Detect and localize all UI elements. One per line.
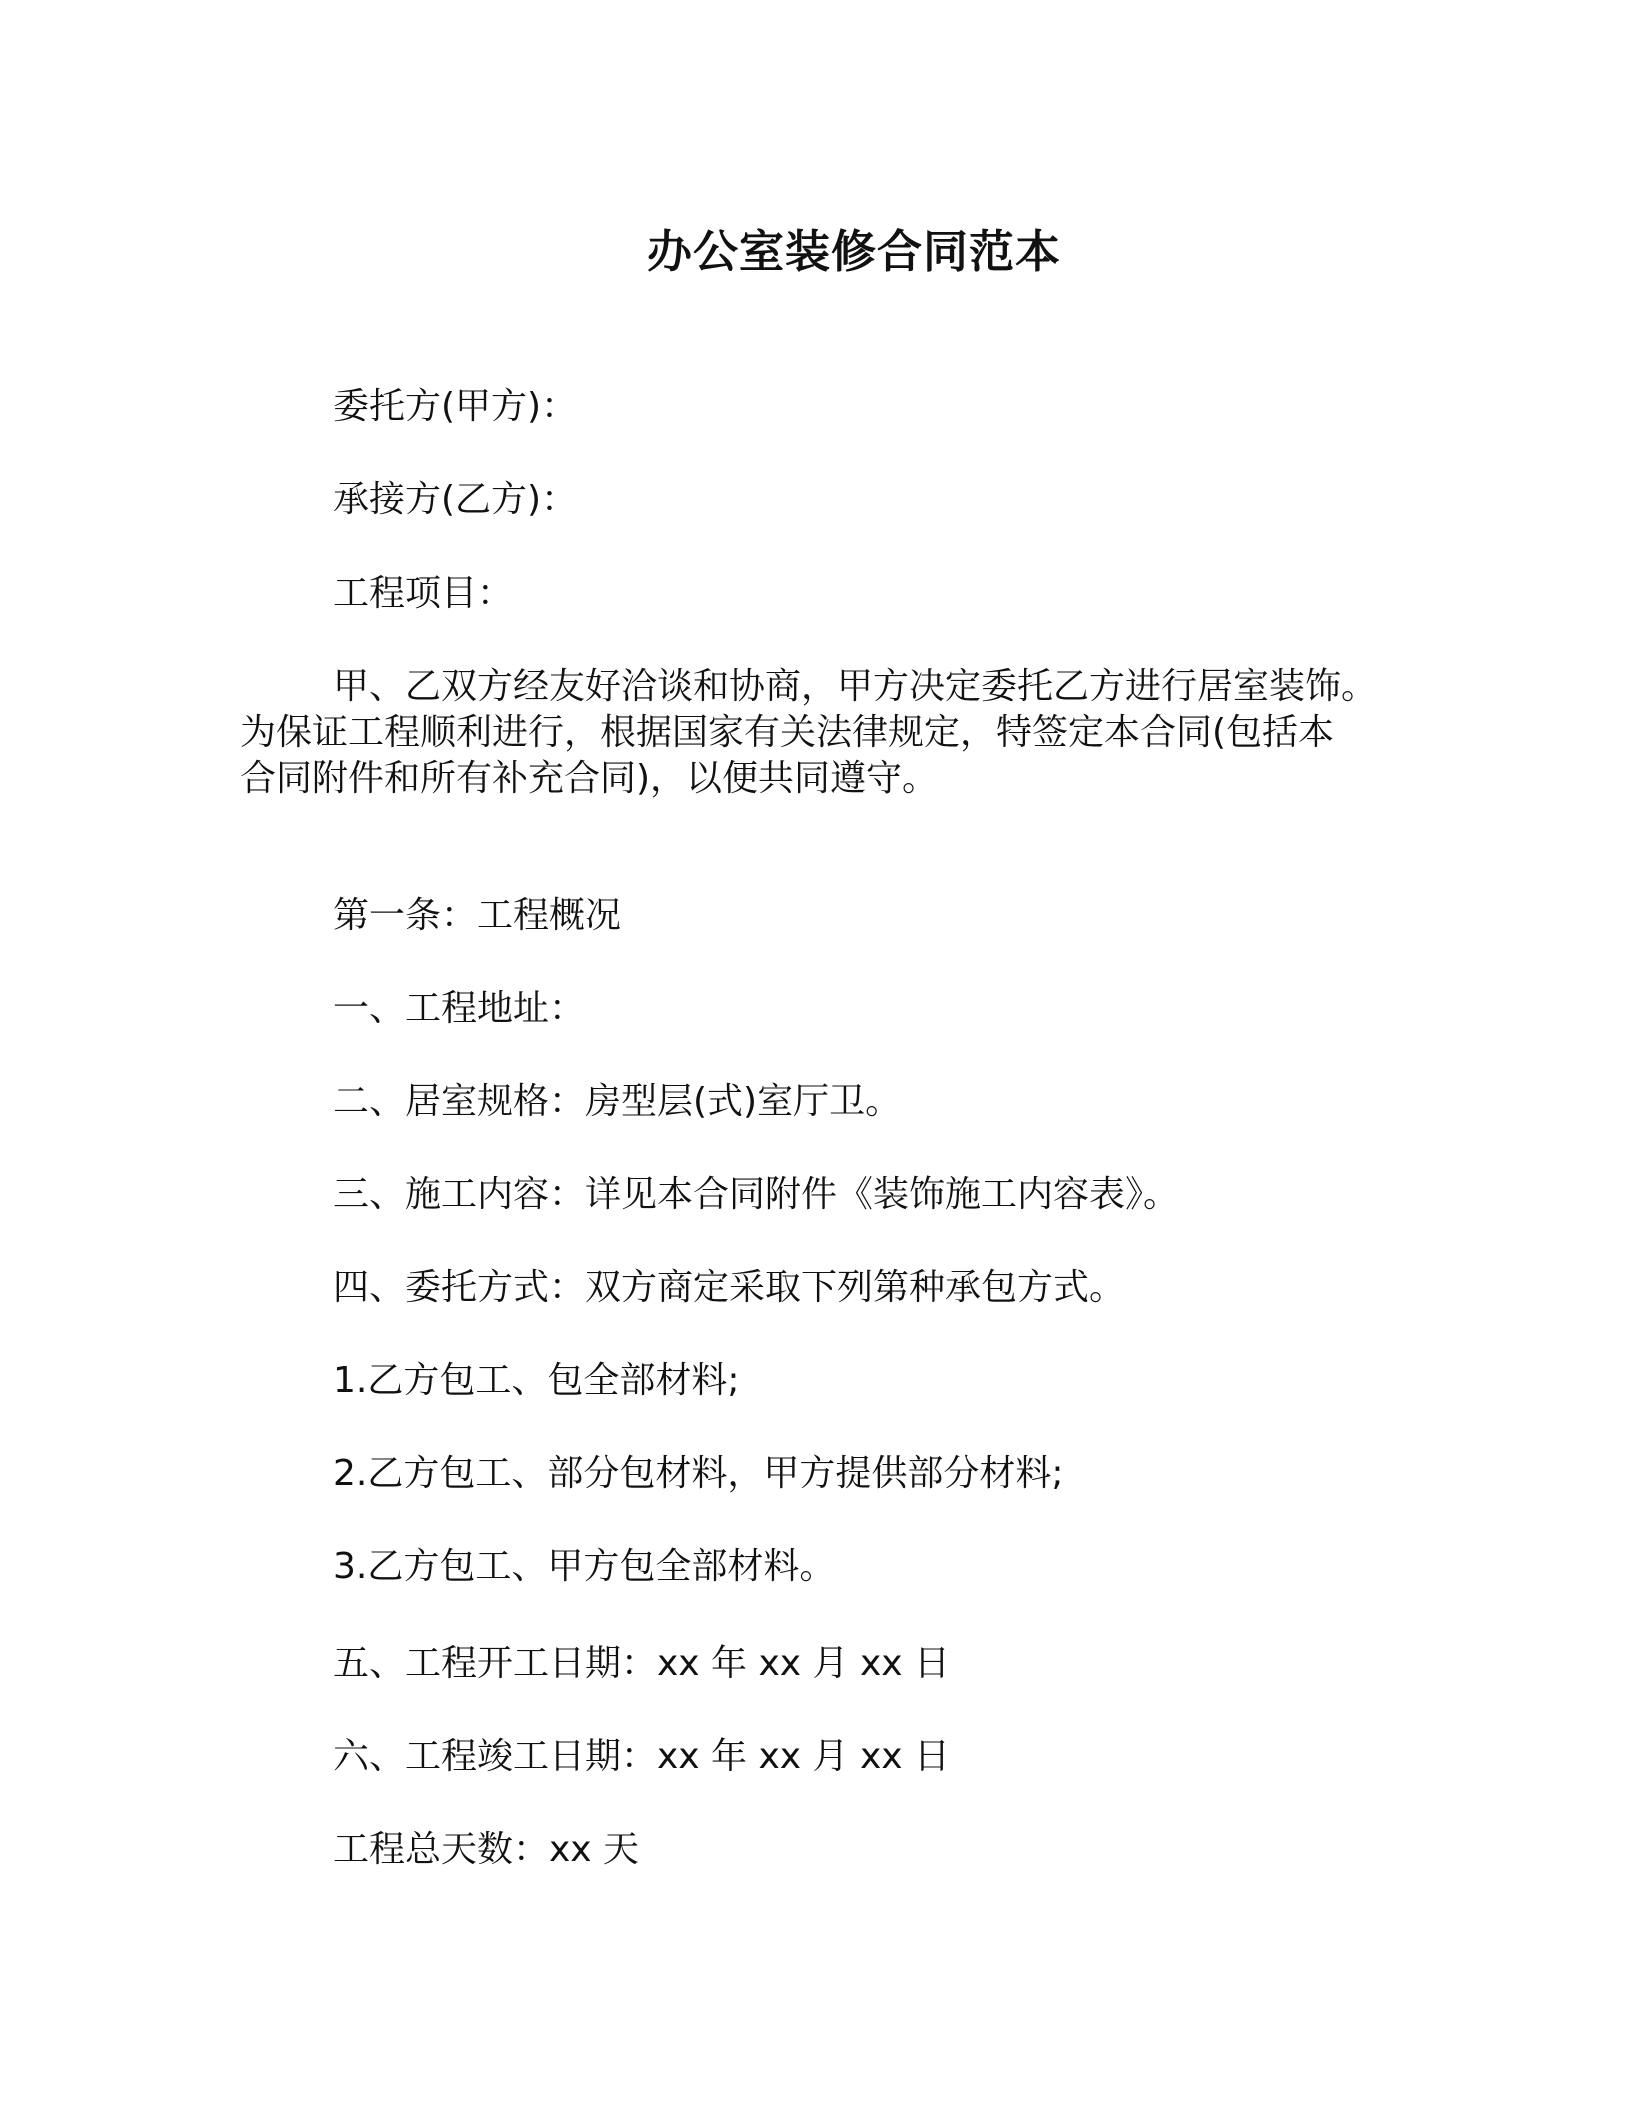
option-1: 1.乙方包工、包全部材料; (333, 1360, 740, 1401)
intro-paragraph (240, 664, 1390, 802)
option-2: 2.乙方包工、部分包材料，甲方提供部分材料; (333, 1453, 1064, 1494)
intro-line-3: 合同附件和所有补充合同)，以便共同遵守。 (240, 758, 939, 799)
item-commission-method: 四、委托方式：双方商定采取下列第种承包方式。 (333, 1267, 1126, 1308)
item-completion-date: 六、工程竣工日期：xx 年 xx 月 xx 日 (333, 1736, 951, 1777)
item-room-spec: 二、居室规格：房型层(式)室厅卫。 (333, 1081, 902, 1122)
option-3: 3.乙方包工、甲方包全部材料。 (333, 1546, 836, 1587)
intro-line-1: 甲、乙双方经友好洽谈和协商，甲方决定委托乙方进行居室装饰。 (333, 666, 1378, 707)
item-total-days: 工程总天数：xx 天 (333, 1829, 640, 1870)
intro-line-2: 为保证工程顺利进行，根据国家有关法律规定，特签定本合同(包括本 (240, 712, 1335, 753)
item-start-date: 五、工程开工日期：xx 年 xx 月 xx 日 (333, 1643, 951, 1684)
client-label: 委托方(甲方)： (333, 386, 578, 427)
item-project-address: 一、工程地址： (333, 988, 586, 1029)
contractor-label: 承接方(乙方)： (333, 479, 578, 520)
article1-heading: 第一条：工程概况 (333, 895, 622, 936)
item-construction-content: 三、施工内容：详见本合同附件《装饰施工内容表》。 (333, 1174, 1180, 1215)
document-title: 办公室装修合同范本 (646, 225, 1061, 278)
project-label: 工程项目： (333, 573, 514, 614)
